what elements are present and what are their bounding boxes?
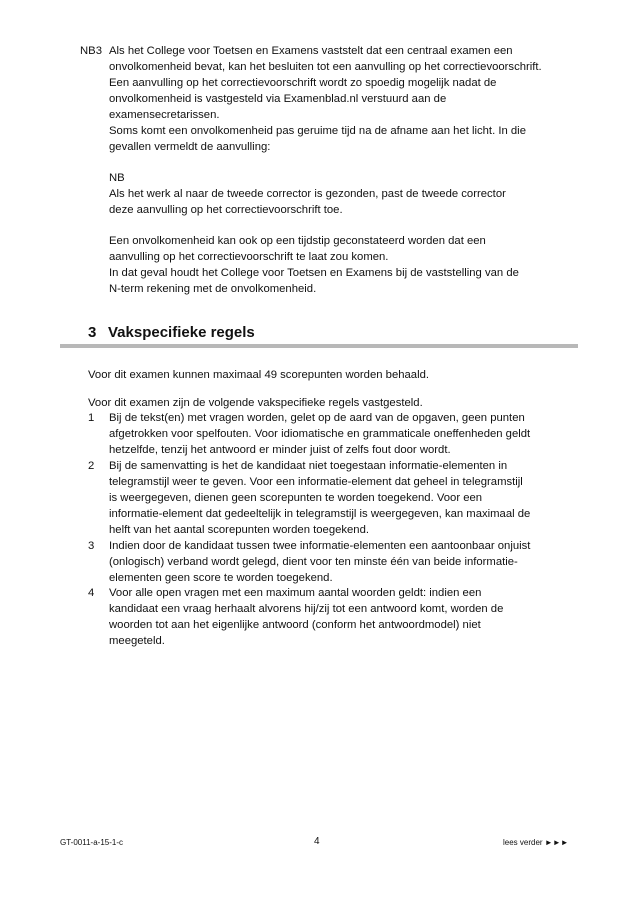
nb3-line: aanvulling op het correctievoorschrift te laat zou komen. (109, 251, 389, 263)
nb3-line: Een aanvulling op het correctievoorschrift wordt zo spoedig mogelijk nadat de (109, 77, 497, 89)
rule-line: informatie-element dat gedeeltelijk in telegramstijl is weergegeven, kan maximaal de (109, 508, 531, 520)
nb3-line: onvolkomenheid is vastgesteld via Examenblad.nl verstuurd aan de (109, 93, 447, 105)
section-number: 3 (88, 324, 97, 341)
rule-number: 1 (88, 412, 95, 424)
nb-label: NB (109, 172, 125, 184)
nb3-line: onvolkomenheid bevat, kan het besluiten tot een aanvulling op het correctievoorschrift. (109, 61, 542, 73)
nb3-line: deze aanvulling op het correctievoorschrift toe. (109, 204, 343, 216)
nb3-line: Als het werk al naar de tweede corrector is gezonden, past de tweede corrector (109, 188, 506, 200)
nb3-line: gevallen vermeldt de aanvulling: (109, 141, 271, 153)
rule-line: woorden tot aan het eigenlijke antwoord (conform het antwoordmodel) niet (109, 619, 481, 631)
rule-line: telegramstijl weer te geven. Voor een informatie-element dat geheel in telegramstijl (109, 476, 523, 488)
rule-line: (onlogisch) verband wordt gelegd, dient voor ten minste één van beide informatie- (109, 556, 518, 568)
rule-line: elementen geen score te worden toegekend. (109, 572, 333, 584)
nb3-line: N-term rekening met de onvolkomenheid. (109, 283, 317, 295)
rule-line: Voor alle open vragen met een maximum aantal woorden geldt: indien een (109, 587, 482, 599)
intro-text: Voor dit examen kunnen maximaal 49 scorepunten worden behaald. (88, 369, 430, 381)
rule-line: Bij de tekst(en) met vragen worden, gelet op de aard van de opgaven, geen punten (109, 412, 525, 424)
rule-line: helft van het aantal scorepunten worden toegekend. (109, 524, 370, 536)
section-title: Vakspecifieke regels (108, 324, 255, 341)
rule-line: is weergegeven, dienen geen scorepunten te worden toegekend. Voor een (109, 492, 483, 504)
nb3-line: Een onvolkomenheid kan ook op een tijdstip geconstateerd worden dat een (109, 235, 486, 247)
section-heading (88, 324, 255, 341)
rule-number: 3 (88, 540, 95, 552)
rules-intro: Voor dit examen zijn de volgende vakspecifieke regels vastgesteld. (88, 397, 423, 409)
nb3-line: Soms komt een onvolkomenheid pas geruime tijd na de afname aan het licht. In die (109, 125, 526, 137)
page-number: 4 (314, 836, 320, 847)
section-divider (60, 344, 578, 348)
nb3-label: NB3 (80, 45, 102, 57)
footer-code: GT-0011-a-15-1-c (60, 838, 123, 847)
rule-number: 4 (88, 587, 95, 599)
rule-line: hetzelfde, tenzij het antwoord er minder juist of zelfs fout door wordt. (109, 444, 451, 456)
rule-number: 2 (88, 460, 95, 472)
rule-line: afgetrokken voor spelfouten. Voor idiomatische en grammaticale oneffenheden geldt (109, 428, 531, 440)
nb3-line: examensecretarissen. (109, 109, 220, 121)
rule-line: kandidaat een vraag herhaalt alvorens hij/zij tot een antwoord komt, worden de (109, 603, 504, 615)
rule-line: Indien door de kandidaat tussen twee informatie-elementen een aantoonbaar onjuist (109, 540, 531, 552)
nb3-line: Als het College voor Toetsen en Examens vaststelt dat een centraal examen een (109, 45, 513, 57)
continue-link[interactable]: lees verder ►►► (503, 838, 569, 847)
rule-line: meegeteld. (109, 635, 165, 647)
nb3-line: In dat geval houdt het College voor Toetsen en Examens bij de vaststelling van de (109, 267, 519, 279)
rule-line: Bij de samenvatting is het de kandidaat niet toegestaan informatie-elementen in (109, 460, 508, 472)
